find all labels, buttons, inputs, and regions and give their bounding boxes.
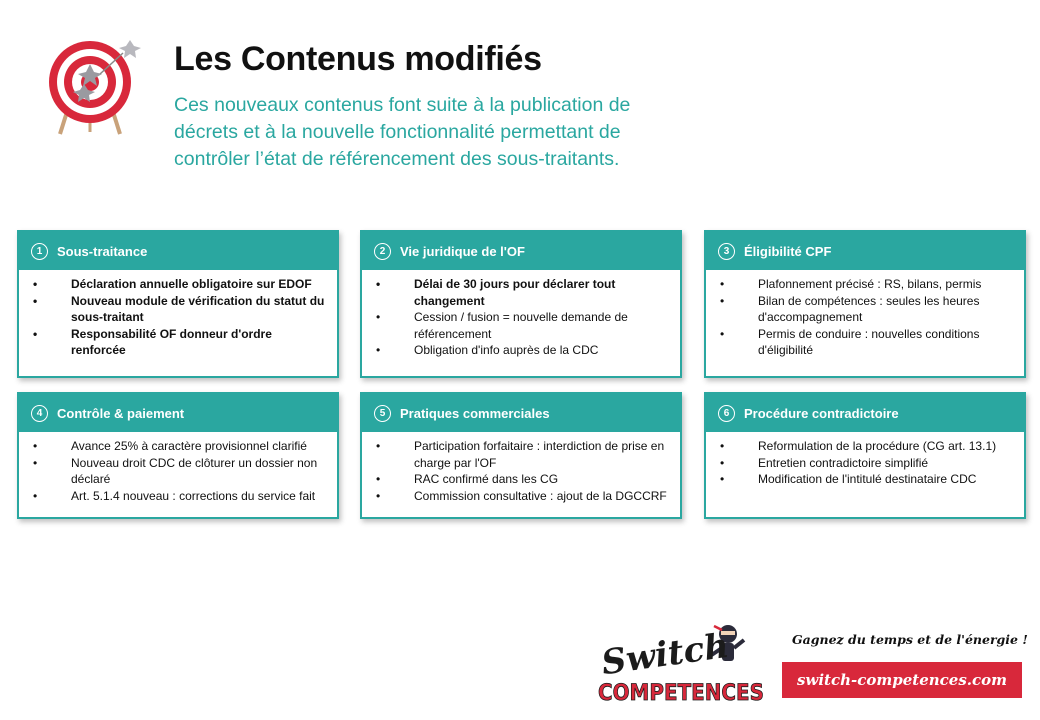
list-item: • Participation forfaitaire : interdiction de prise en charge par l'OF [414, 438, 670, 471]
card-list [33, 276, 327, 359]
page-title: Les Contenus modifiés [174, 40, 542, 78]
card-procedure-contradictoire [704, 392, 1026, 519]
card-list [33, 438, 327, 504]
card-number: 1 [31, 243, 48, 260]
svg-text:Switch: Switch [599, 625, 732, 684]
switch-competences-logo [594, 622, 770, 712]
list-item: • Nouveau module de vérification du statut du sous-traitant [71, 293, 327, 326]
card-list [720, 438, 1014, 488]
card-list [376, 276, 670, 359]
list-item: • Art. 5.1.4 nouveau : corrections du service fait [71, 488, 327, 505]
list-item: • Nouveau droit CDC de clôturer un dossier non déclaré [71, 455, 327, 488]
card-title: Vie juridique de l'OF [400, 243, 525, 259]
card-title: Pratiques commerciales [400, 405, 550, 421]
list-item: • Modification de l'intitulé destinataire CDC [758, 471, 1014, 488]
card-title: Sous-traitance [57, 243, 148, 259]
list-item: • Commission consultative : ajout de la DGCCRF [414, 488, 670, 505]
card-eligibilite-cpf [704, 230, 1026, 378]
card-number: 5 [374, 405, 391, 422]
list-item: • Permis de conduire : nouvelles conditions d'éligibilité [758, 326, 1014, 359]
card-header [362, 394, 680, 432]
svg-text:COMPETENCES: COMPETENCES [598, 681, 764, 706]
card-header [19, 394, 337, 432]
card-vie-juridique [360, 230, 682, 378]
website-url[interactable]: switch-competences.com [796, 671, 1008, 689]
card-sous-traitance [17, 230, 339, 378]
card-number: 3 [718, 243, 735, 260]
target-icon [48, 34, 148, 136]
card-title: Procédure contradictoire [744, 405, 899, 421]
card-header [362, 232, 680, 270]
list-item: • Avance 25% à caractère provisionnel clarifié [71, 438, 327, 455]
list-item: • Reformulation de la procédure (CG art. 13.1) [758, 438, 1014, 455]
list-item: • Entretien contradictoire simplifié [758, 455, 1014, 472]
card-header [19, 232, 337, 270]
list-item: • Déclaration annuelle obligatoire sur EDOF [71, 276, 327, 293]
page-subtitle: Ces nouveaux contenus font suite à la publication de décrets et à la nouvelle fonctionnalité permettant de contrôler l’état de référencement des sous-traitants. [174, 94, 631, 170]
card-controle-paiement [17, 392, 339, 519]
card-number: 4 [31, 405, 48, 422]
card-list [376, 438, 670, 504]
list-item: • RAC confirmé dans les CG [414, 471, 670, 488]
card-number: 2 [374, 243, 391, 260]
website-link[interactable] [782, 662, 1022, 698]
card-header [706, 232, 1024, 270]
card-number: 6 [718, 405, 735, 422]
list-item: • Cession / fusion = nouvelle demande de référencement [414, 309, 670, 342]
card-pratiques-commerciales [360, 392, 682, 519]
list-item: • Obligation d'info auprès de la CDC [414, 342, 670, 359]
card-title: Éligibilité CPF [744, 243, 832, 259]
tagline: Gagnez du temps et de l'énergie ! [792, 632, 1028, 647]
list-item: • Plafonnement précisé : RS, bilans, permis [758, 276, 1014, 293]
card-header [706, 394, 1024, 432]
list-item: • Bilan de compétences : seules les heures d'accompagnement [758, 293, 1014, 326]
list-item: • Responsabilité OF donneur d'ordre renforcée [71, 326, 327, 359]
list-item: • Délai de 30 jours pour déclarer tout changement [414, 276, 670, 309]
card-title: Contrôle & paiement [57, 405, 185, 421]
card-list [720, 276, 1014, 359]
